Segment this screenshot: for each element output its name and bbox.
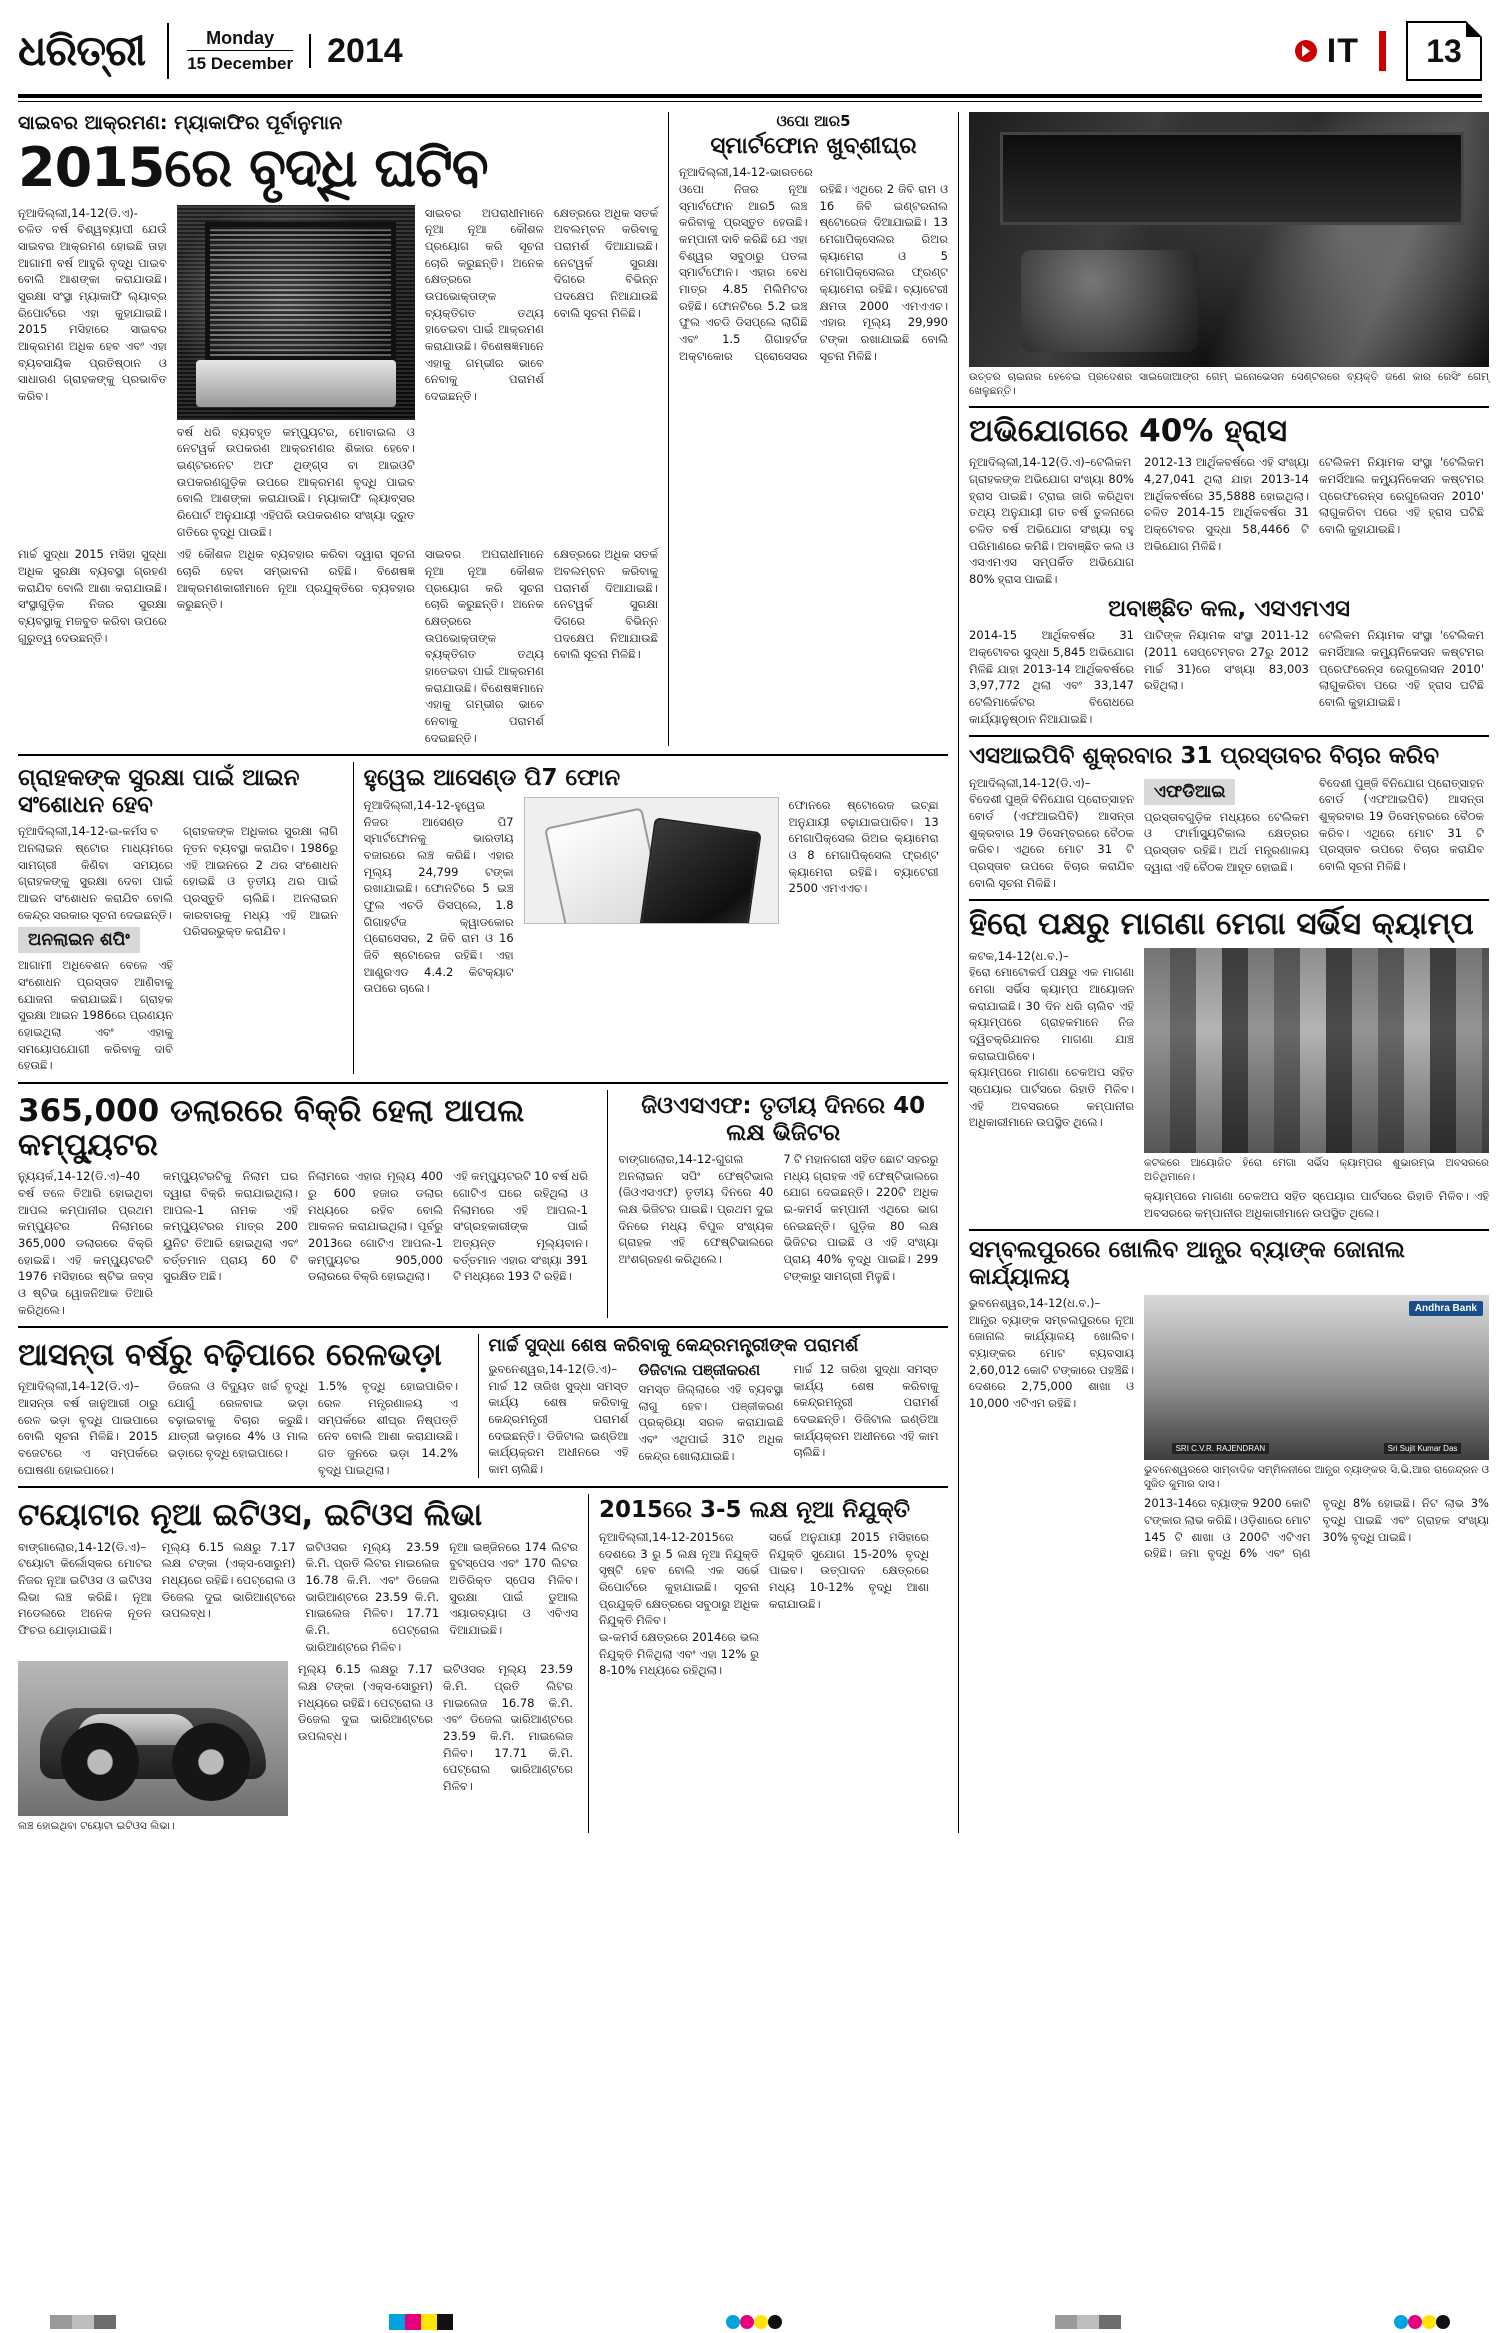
laptop-sale-headline: 365,000 ଡଲାରରେ ବିକ୍ରି ହେଲା ଆପଲ କମ୍ପ୍ୟୁଟର [18, 1093, 525, 1164]
consumer-law-col1b: ଆଗାମୀ ଅଧିବେଶନ ବେଳେ ଏହି ସଂଶୋଧନ ପ୍ରସ୍ତାବ ଆଣିବାକୁ ଯୋଜନା କରାଯାଇଛି। ଗ୍ରାହକ ସୁରକ୍ଷା ଆଇନ 1986ରେ ପ୍ରଣୟନ ହୋଇଥିଲା ଏବଂ ଏହାକୁ ସମୟୋପଯୋଗୀ କରିବାକୁ ଦାବି ହେଉଛି। [18, 958, 173, 1073]
cmyk-bars-center-left [389, 2314, 453, 2330]
complaints-col2: 2012-13 ଆର୍ଥିକବର୍ଷରେ ଏହି ସଂଖ୍ୟା 4,27,041 ଥିଲା ଯାହା 2013-14 ଆର୍ଥିକବର୍ଷରେ 35,5888 ହୋଇଥିଲା। ଚଳିତ 2014-15 ଆର୍ଥିକବର୍ଷର 31 ଅକ୍ଟୋବର ସୁଦ୍ଧା 58,4466 ଟି ଅଭିଯୋଗ ମିଳିଛି। [1144, 455, 1309, 553]
railway-col2: ଡିଜେଲ ଓ ବିଦ୍ୟୁତ ଖର୍ଚ୍ଚ ବୃଦ୍ଧି ଯୋଗୁଁ ରେଳବାଇ ଭଡ଼ା ବଢ଼ାଇବାକୁ ବିଚାର କରୁଛି। ଯାତ୍ରୀ ଭଡ଼ାରେ 4% ଓ ମାଲ ଭଡ଼ାରେ ବୃଦ୍ଧି ହୋଇପାରେ। [168, 1379, 308, 1461]
toyota-col3: ଇଟିଓସର ମୂଲ୍ୟ 23.59 କି.ମି. ପ୍ରତି ଲିଟର ମାଇଲେଜ 16.78 କି.ମି. ଏବଂ ଡିଜେଲ ଭାରିଆଣ୍ଟରେ 23.59 କି.ମି. ମାଇଲେଜ ମିଳିବ। 17.71 କି.ମି. ପେଟ୍ରୋଲ ଭାରିଆଣ୍ଟରେ ମିଳିବ। [305, 1539, 440, 1654]
hero-caption: କଟକରେ ଆୟୋଜିତ ହିରୋ ମେଗା ସର୍ଭିସ କ୍ୟାମ୍ପର ଶୁଭାରମ୍ଭ ଅବସରରେ ଅତିଥିମାନେ। [1144, 1156, 1489, 1183]
nameplate-left: SRI C.V.R. RAJENDRAN [1172, 1443, 1270, 1454]
masthead-rule-thin [18, 101, 1482, 102]
lead-col4a: ମାର୍ଚ୍ଚ ସୁଦ୍ଧା 2015 ମସିହା ସୁଦ୍ଧା ଅଧିକ ସୁରକ୍ଷା ବ୍ୟବସ୍ଥା ଗ୍ରହଣ କରାଯିବ ବୋଲି ଆଶା କରାଯାଉଛି। ସଂସ୍ଥାଗୁଡ଼ିକ ନିଜର ସୁରକ୍ଷା ବ୍ୟବସ୍ଥାକୁ ମଜବୁତ କରିବା ଉପରେ ଗୁରୁତ୍ୱ ଦେଉଛନ୍ତି। [18, 547, 167, 645]
andhra-dateline: ଭୁବନେଶ୍ୱର,14-12(ଧ.ବ.)– [969, 1296, 1101, 1311]
consumer-law-col1: ଅନଲାଇନ ଷ୍ଟୋର ମାଧ୍ୟମରେ ସାମଗ୍ରୀ କିଣିବା ସମୟରେ ଗ୍ରାହକଙ୍କୁ ସୁରକ୍ଷା ଦେବା ପାଇଁ ଆଇନ ସଂଶୋଧନ କରାଯିବ ବୋଲି କେନ୍ଦ୍ର ସରକାର ସୂଚନା ଦେଇଛନ୍ତି। [18, 841, 173, 922]
consumer-law-col2: ଗ୍ରାହକଙ୍କ ଅଧିକାର ସୁରକ୍ଷା ଲାଗି ନୂତନ ବ୍ୟବସ୍ଥା କରାଯିବ। 1986ରୁ ଏହି ଆଇନରେ 2 ଥର ସଂଶୋଧନ ହୋଇଛି ଓ ତୃତୀୟ ଥର ପାଇଁ ପ୍ରସ୍ତୁତି ଚାଲିଛି। ଅନଲାଇନ କାରବାରକୁ ମଧ୍ୟ ଏହି ଆଇନ ପରିସରଭୁକ୍ତ କରାଯିବ। [183, 824, 338, 939]
complaints-dateline: ନୂଆଦିଲ୍ଲୀ,14-12(ଡି.ଏ)–ଟେଲିକମ [969, 455, 1132, 470]
hero-photo [1144, 948, 1489, 1153]
complaints-subhead: ଅବାଞ୍ଛିତ କଲ, ଏସଏମଏସ [1108, 595, 1350, 622]
digital-story [489, 1334, 949, 1478]
gray-bars-left [50, 2315, 116, 2329]
lead-bottom-rule [18, 754, 948, 756]
hero-headline: ହିରୋ ପକ୍ଷରୁ ମାଗଣା ମେଗା ସର୍ଭିସ କ୍ୟାମ୍ପ [969, 906, 1474, 943]
right-rule-1 [969, 406, 1489, 408]
huawei-body: ନିଜର ଆସେଣ୍ଡ ପି7 ସ୍ମାର୍ଟଫୋନକୁ ଭାରତୀୟ ବଜାରରେ ଲଞ୍ଚ କରିଛି। ଏହାର ମୂଲ୍ୟ 24,799 ଟଙ୍କା ରଖାଯାଇଛି। ଫୋନଟିରେ 5 ଇଞ୍ଚ ଫୁଲ ଏଚଡି ଡିସପ୍ଲେ, 1.8 ଗିଗାହର୍ଟଜ କ୍ୱାଡକୋର ପ୍ରୋସେସର, 2 ଜିବି ରାମ ଓ 16 ଜିବି ଷ୍ଟୋରେଜ ରହିଛି। ଏହା ଆଣ୍ଡ୍ରଏଡ 4.4.2 କିଟକ୍ୟାଟ ଉପରେ ଚାଲେ। [363, 814, 514, 996]
lead-section [18, 112, 948, 746]
digital-dateline: ଭୁବନେଶ୍ୱର,14-12(ଡି.ଏ)– [488, 1361, 618, 1376]
play-icon [1295, 40, 1317, 62]
railway-col3: 1.5% ବୃଦ୍ଧି ହୋଇପାରିବ। ରେଳ ମନ୍ତ୍ରଣାଳୟ ଏ ସମ୍ପର୍କରେ ଶୀଘ୍ର ନିଷ୍ପତ୍ତି ନେବ ବୋଲି ଆଶା କରାଯାଉଛି। ଗତ ଜୁନରେ ଭଡ଼ା 14.2% ବୃଦ୍ଧି ପାଇଥିଲା। [318, 1379, 458, 1477]
section-logo [1295, 32, 1359, 71]
lead-story [18, 112, 658, 746]
nameplate-right: Sri Sujit Kumar Das [1384, 1443, 1462, 1454]
huawei-dateline: ନୂଆଦିଲ୍ଲୀ,14-12-ହୁୱେଇ [363, 797, 486, 812]
toyota-col2: ମୂଲ୍ୟ 6.15 ଲକ୍ଷରୁ 7.17 ଲକ୍ଷ ଟଙ୍କା (ଏକ୍ସ-ସୋରୁମ) ମଧ୍ୟରେ ରହିଛି। ପେଟ୍ରୋଲ ଓ ଡିଜେଲ ଦୁଇ ଭାରିଆଣ୍ଟରେ ଉପଲବ୍ଧ। [161, 1539, 296, 1621]
consumer-law-shade-label: ଅନଲାଇନ ଶପିଂ [18, 927, 140, 953]
digital-col2: ସମସ୍ତ ଜିଲ୍ଲାରେ ଏହି ବ୍ୟବସ୍ଥା ଲାଗୁ ହେବ। ପଞ୍ଜୀକରଣ ପ୍ରକ୍ରିୟା ସରଳ କରାଯାଇଛି ଏବଂ ଏଥିପାଇଁ 31ଟି ଅଧିକ କେନ୍ଦ୍ର ଖୋଲାଯାଇଛି। [638, 1381, 784, 1463]
huawei-col3: ଫୋନରେ ଷ୍ଟୋରେଜ ଇଚ୍ଛା ଅନୁଯାୟୀ ବଢ଼ାଯାଇପାରିବ। 13 ମେଗାପିକ୍ସେଲ ରିଅର କ୍ୟାମେରା ଓ 8 ମେଗାପିକ୍ସେଲ ଫ୍ରଣ୍ଟ କ୍ୟାମେରା ରହିଛି। ବ୍ୟାଟେରୀ 2500 ଏମଏଏଚ। [788, 797, 939, 896]
railway-story [18, 1334, 468, 1478]
lead-col3-cont: ସାଇବର ଅପରାଧୀମାନେ ନୂଆ ନୂଆ କୌଶଳ ପ୍ରୟୋଗ କରି ସୂଚନା ଚୋରି କରୁଛନ୍ତି। ଅନେକ କ୍ଷେତ୍ରରେ ଉପଭୋକ୍ତାଙ୍କ ବ୍ୟକ୍ତିଗତ ତଥ୍ୟ ହାତେଇବା ପାଇଁ ଆକ୍ରମଣ କରାଯାଉଛି। ବିଶେଷଜ୍ଞମାନେ ଏହାକୁ ଗମ୍ଭୀର ଭାବେ ନେବାକୁ ପରାମର୍ଶ ଦେଇଛନ୍ତି। [424, 547, 544, 745]
registration-dots-center [726, 2315, 782, 2329]
digital-subhead: ଡିଜିଟାଲ ପଞ୍ଜୀକରଣ [638, 1360, 761, 1379]
jobs-col1: ଦେଶରେ 3 ରୁ 5 ଲକ୍ଷ ନୂଆ ନିଯୁକ୍ତି ସୃଷ୍ଟି ହେବ ବୋଲି ଏକ ସର୍ଭେ ରିପୋର୍ଟରେ କୁହାଯାଇଛି। ସୂଚନା ପ୍ରଯୁକ୍ତି କ୍ଷେତ୍ରରେ ସବୁଠାରୁ ଅଧିକ ନିଯୁକ୍ତି ମିଳିବ। [599, 1546, 759, 1628]
gamer-caption: ଉତ୍ତର ଚାଇନାର ହେବେଇ ପ୍ରଦେଶର ସାଇଜୋଆଙ୍ଗ ଗେମ୍ ଇନୋଭେସନ ସେଣ୍ଟରରେ ବ୍ୟକ୍ତି ଜଣେ କାର ରେସିଂ ଗେମ୍ ଖେଳୁଛନ୍ତି। [969, 371, 1489, 398]
lead-col5: କ୍ଷେତ୍ରରେ ଅଧିକ ସତର୍କ ଅବଲମ୍ବନ କରିବାକୁ ପରାମର୍ଶ ଦିଆଯାଇଛି। ନେଟୱର୍କ ସୁରକ୍ଷା ଦିଗରେ ବିଭିନ୍ନ ପଦକ୍ଷେପ ନିଆଯାଉଛି ବୋଲି ସୂଚନା ମିଳିଛି। [553, 205, 658, 320]
toyota-col3-cont: ଇଟିଓସର ମୂଲ୍ୟ 23.59 କି.ମି. ପ୍ରତି ଲିଟର ମାଇଲେଜ 16.78 କି.ମି. ଏବଂ ଡିଜେଲ ଭାରିଆଣ୍ଟରେ 23.59 କି.ମି. ମାଇଲେଜ ମିଳିବ। 17.71 କି.ମି. ପେଟ୍ରୋଲ ଭାରିଆଣ୍ଟରେ ମିଳିବ। [443, 1662, 573, 1793]
complaints-headline: ଅଭିଯୋଗରେ 40% ହ୍ରାସ [969, 413, 1288, 450]
smartphone-story [679, 112, 948, 746]
masthead [18, 14, 1482, 88]
lead-col4b: ଏହି କୌଶଳ ଅଧିକ ବ୍ୟବହାର କରିବା ଦ୍ୱାରା ସୂଚନା ଚୋରି ହେବା ସମ୍ଭାବନା ରହିଛି। ବିଶେଷଜ୍ଞ ଆକ୍ରମଣକାରୀମାନେ ନୂଆ ପ୍ରଯୁକ୍ତିରେ ବ୍ୟବହାର କରୁଛନ୍ତି। [176, 547, 415, 612]
complaints-sub-col3: ଟେଲିକମ ନିୟାମକ ସଂସ୍ଥା 'ଟେଲିକମ କମର୍ସିଆଲ କମ୍ୟୁନିକେସନ କଷ୍ଟମର ପ୍ରେଫରେନ୍ସ ରେଗୁଲେସନ 2010' ଲାଗୁକରିବା ପରେ ଏହି ହ୍ରାସ ଘଟିଛି ବୋଲି କୁହାଯାଇଛି। [1319, 628, 1484, 709]
bank-logo-label: Andhra Bank [1409, 1301, 1483, 1316]
row3-rule [18, 1326, 948, 1328]
digital-col1-cont: ମାର୍ଚ୍ଚ 12 ତାରିଖ ସୁଦ୍ଧା ସମସ୍ତ କାର୍ଯ୍ୟ ଶେଷ କରିବାକୁ କେନ୍ଦ୍ରମନ୍ତ୍ରୀ ପରାମର୍ଶ ଦେଇଛନ୍ତି। ଡିଜିଟାଲ ଇଣ୍ଡିଆ କାର୍ଯ୍ୟକ୍ରମ ଅଧୀନରେ ଏହି କାମ ଚାଲିଛି। [793, 1361, 939, 1460]
laptop-sale-story [18, 1090, 597, 1318]
andhra-col1: ଆନ୍ଧ୍ର ବ୍ୟାଙ୍କ ସମ୍ବଲପୁରରେ ନୂଆ ଜୋନାଲ କାର୍ଯ୍ୟାଳୟ ଖୋଲିବ। ବ୍ୟାଙ୍କର ମୋଟ ବ୍ୟବସାୟ 2,60,012 କୋଟି ଟଙ୍କାରେ ପହଞ୍ଚିଛି। ଦେଶରେ 2,75,000 ଶାଖା ଓ 10,000 ଏଟିଏମ ରହିଛି। [969, 1312, 1134, 1411]
gray-bars-center-right [1055, 2315, 1121, 2329]
accent-bar [1379, 31, 1386, 71]
jobs-col3: ଇ-କମର୍ସ କ୍ଷେତ୍ରରେ 2014ରେ ଭଲ ନିଯୁକ୍ତି ମିଳିଥିଲା ଏବଂ ଏହା 12% ରୁ 8-10% ମଧ୍ୟରେ ରହିଥିଲା। [599, 1629, 759, 1678]
toyota-dateline: ବାଙ୍ଗାଲୋର,14-12(ଡି.ଏ)– [18, 1539, 147, 1554]
toyota-story [18, 1494, 578, 1833]
right-rule-3 [969, 899, 1489, 901]
lead-col5-cont: କ୍ଷେତ୍ରରେ ଅଧିକ ସତର୍କ ଅବଲମ୍ବନ କରିବାକୁ ପରାମର୍ଶ ଦିଆଯାଇଛି। ନେଟୱର୍କ ସୁରକ୍ଷା ଦିଗରେ ବିଭିନ୍ନ ପଦକ୍ଷେପ ନିଆଯାଉଛି ବୋଲି ସୂଚନା ମିଳିଛି। [553, 547, 658, 662]
jobs-col2: ସର୍ଭେ ଅନୁଯାୟୀ 2015 ମସିହାରେ ନିଯୁକ୍ତି ସୁଯୋଗ 15-20% ବୃଦ୍ଧି ପାଇବ। ଉତ୍ପାଦନ କ୍ଷେତ୍ରରେ ମଧ୍ୟ 10-12% ବୃଦ୍ଧି ଆଶା କରାଯାଉଛି। [769, 1529, 929, 1611]
day-label: Monday [206, 27, 275, 48]
right-rule-4 [969, 1229, 1489, 1231]
complaints-col3: ଟେଲିକମ ନିୟାମକ ସଂସ୍ଥା 'ଟେଲିକମ କମର୍ସିଆଲ କମ୍ୟୁନିକେସନ କଷ୍ଟମର ପ୍ରେଫରେନ୍ସ ରେଗୁଲେସନ 2010' ଲାଗୁକରିବା ପରେ ଏହି ହ୍ରାସ ଘଟିଛି ବୋଲି କୁହାଯାଇଛି। [1319, 455, 1484, 537]
masthead-right [1295, 21, 1482, 81]
lead-photo-hacker [177, 205, 415, 420]
date-block [187, 26, 309, 76]
andhra-photo [1144, 1295, 1489, 1460]
main-column [18, 112, 948, 1833]
digital-col1: ମାର୍ଚ୍ଚ 12 ତାରିଖ ସୁଦ୍ଧା ସମସ୍ତ କାର୍ଯ୍ୟ ଶେଷ କରିବାକୁ କେନ୍ଦ୍ରମନ୍ତ୍ରୀ ପରାମର୍ଶ ଦେଇଛନ୍ତି। ଡିଜିଟାଲ ଇଣ୍ଡିଆ କାର୍ଯ୍ୟକ୍ରମ ଅଧୀନରେ ଏହି କାମ ଚାଲିଛି। [488, 1378, 629, 1477]
hero-col2-cont: କ୍ୟାମ୍ପରେ ମାଗଣା ଚେକଅପ ସହିତ ସ୍ପେୟାର ପାର୍ଟସରେ ରିହାତି ମିଳିବ। ଏହି ଅବସରରେ କମ୍ପାନୀର ଅଧିକାରୀମାନେ ଉପସ୍ଥିତ ଥିଲେ। [1144, 1188, 1489, 1220]
toyota-headline: ଟୟୋଟାର ନୂଆ ଇଟିଓସ, ଇଟିଓସ ଲିଭା [18, 1497, 483, 1534]
section-logo-label: IT [1326, 31, 1359, 70]
gsf-story [618, 1090, 948, 1318]
lead-dateline: ନୂଆଦିଲ୍ଲୀ,14-12(ଡି.ଏ)- [18, 205, 138, 220]
row-toyota-jobs [18, 1494, 948, 1833]
sebi-col1: ବିଦେଶୀ ପୁଞ୍ଜି ବିନିଯୋଗ ପ୍ରୋତ୍ସାହନ ବୋର୍ଡ (ଏଫଆଇପିବି) ଆସନ୍ତା ଶୁକ୍ରବାର 19 ଡିସେମ୍ବରରେ ବୈଠକ କରିବ। ଏଥିରେ ମୋଟ 31 ଟି ପ୍ରସ୍ତାବ ଉପରେ ବିଚାର କରାଯିବ ବୋଲି ସୂଚନା ମିଳିଛି। [969, 792, 1134, 890]
laptop-sale-col4: ଏହି କମ୍ପ୍ୟୁଟରଟି 10 ବର୍ଷ ଧରି ଗୋଟିଏ ଘରେ ରହିଥିଲା ଓ ନିଲାମରେ ଏହି ଆପଲ-1 ସଂଗ୍ରହକାରୀଙ୍କ ପାଇଁ ଅତ୍ୟନ୍ତ ମୂଲ୍ୟବାନ। ବର୍ତ୍ତମାନ ଏହାର ସଂଖ୍ୟା 391 ଟି ମଧ୍ୟରେ 193 ଟି ରହିଛି। [453, 1169, 588, 1284]
registration-color-bars [0, 2311, 1500, 2333]
sebi-dateline: ନୂଆଦିଲ୍ଲୀ,14-12(ଡି.ଏ)– [969, 775, 1091, 790]
right-rule-2 [969, 735, 1489, 737]
sebi-col1-cont: ବିଦେଶୀ ପୁଞ୍ଜି ବିନିଯୋଗ ପ୍ରୋତ୍ସାହନ ବୋର୍ଡ (ଏଫଆଇପିବି) ଆସନ୍ତା ଶୁକ୍ରବାର 19 ଡିସେମ୍ବରରେ ବୈଠକ କରିବ। ଏଥିରେ ମୋଟ 31 ଟି ପ୍ରସ୍ତାବ ଉପରେ ବିଚାର କରାଯିବ ବୋଲି ସୂଚନା ମିଳିଛି। [1319, 775, 1484, 874]
row4-rule [18, 1486, 948, 1488]
toyota-caption: ଲଞ୍ଚ ହୋଇଥିବା ଟୟୋଟା ଇଟିଓସ ଲିଭା। [18, 1820, 175, 1833]
jobs-story [599, 1494, 948, 1833]
gsf-col2: 7 ଟି ମହାନଗରୀ ସହିତ ଛୋଟ ସହରରୁ ମଧ୍ୟ ଗ୍ରାହକ ଏହି ଫେଷ୍ଟିଭାଲରେ ଯୋଗ ଦେଇଛନ୍ତି। 220ଟି ଅଧିକ ଇ-କମର୍ସ କମ୍ପାନୀ ଏଥିରେ ଭାଗ ନେଇଛନ୍ତି। ଗୁଡ଼ିକ 80 ଲକ୍ଷ ଭିଜିଟର ପାଇଛି ଓ ଏହି ସଂଖ୍ୟା ପ୍ରାୟ 40% ବୃଦ୍ଧି ପାଇଛି। 299 ଟଙ୍କାରୁ ସାମଗ୍ରୀ ମିଳୁଛି। [783, 1151, 939, 1283]
consumer-law-dateline: ନୂଆଦିଲ୍ଲୀ,14-12-ଇ-କର୍ମସ ବ [18, 824, 159, 839]
railway-dateline: ନୂଆଦିଲ୍ଲୀ,14-12(ଡି.ଏ)– [18, 1379, 140, 1394]
toyota-col3b: ନୂଆ ଇଞ୍ଜିନରେ 174 ଲିଟର ବୁଟସ୍ପେସ ଏବଂ 170 ଲିଟର ଅତିରିକ୍ତ ସ୍ପେସ ମିଳିବ। ସୁରକ୍ଷା ପାଇଁ ଡୁଆଲ ଏୟାରବ୍ୟାଗ ଓ ଏବିଏସ ଦିଆଯାଇଛି। [449, 1539, 578, 1637]
masthead-divider [167, 23, 169, 79]
masthead-rule-thick [18, 94, 1482, 98]
toyota-photo [18, 1661, 288, 1816]
lead-col1: ଚଳିତ ବର୍ଷ ବିଶ୍ୱବ୍ୟାପୀ ଯେଉଁ ସାଇବର ଆକ୍ରମଣ ହୋଇଛି ତାହା ଆଗାମୀ ବର୍ଷ ଆହୁରି ବୃଦ୍ଧି ପାଇବ ବୋଲି ଆଶଙ୍କା କରାଯାଉଛି। ସୁରକ୍ଷା ସଂସ୍ଥା ମ୍ୟାକାଫି ଲ୍ୟାବ୍‌ର ରିପୋର୍ଟରେ ଏହା କୁହାଯାଇଛି। 2015 ମସିହାରେ ସାଇବର ଆକ୍ରମଣ ଅଧିକ ହେବ ଏବଂ ଏହା ବ୍ୟବସାୟିକ ପ୍ରତିଷ୍ଠାନ ଓ ସାଧାରଣ ଗ୍ରାହକଙ୍କୁ ପ୍ରଭାବିତ କରିବ। [18, 222, 167, 404]
sebi-headline: ଏସଆଇପିବି ଶୁକ୍ରବାର 31 ପ୍ରସ୍ତାବର ବିଚାର କରିବ [969, 743, 1440, 770]
hero-col1: ହିରୋ ମୋଟୋକର୍ପ ପକ୍ଷରୁ ଏକ ମାଗଣା ମେଗା ସର୍ଭିସ କ୍ୟାମ୍ପ ଆୟୋଜନ କରାଯାଇଛି। 30 ଦିନ ଧରି ଚାଲିବ ଏହି କ୍ୟାମ୍ପରେ ଗ୍ରାହକମାନେ ନିଜ ଦ୍ୱିଚକ୍ରିଯାନର ମାଗଣା ଯାଞ୍ଚ କରାଇପାରିବେ। [969, 965, 1134, 1063]
huawei-headline: ହୁୱେଇ ଆସେଣ୍ଡ ପି7 ଫୋନ [363, 765, 621, 792]
registration-dots-right [1394, 2315, 1450, 2329]
row-consumer-huawei [18, 762, 948, 1074]
page-content [18, 112, 1489, 1833]
sebi-col2: ପ୍ରସ୍ତାବଗୁଡ଼ିକ ମଧ୍ୟରେ ଟେଲିକମ ଓ ଫାର୍ମାସ୍ୟୁଟିକାଲ କ୍ଷେତ୍ରର ପ୍ରସ୍ତାବ ରହିଛି। ଅର୍ଥ ମନ୍ତ୍ରଣାଳୟ ଦ୍ୱାରା ଏହି ବୈଠକ ଆହୂତ ହୋଇଛି। [1144, 809, 1309, 874]
andhra-headline: ସମ୍ବଲପୁରରେ ଖୋଲିବ ଆନ୍ଧ୍ର ବ୍ୟାଙ୍କ ଜୋନାଲ କାର୍ଯ୍ୟାଳୟ [969, 1237, 1405, 1290]
consumer-law-headline: ଗ୍ରାହକଙ୍କ ସୁରକ୍ଷା ପାଇଁ ଆଇନ ସଂଶୋଧନ ହେବ [18, 765, 300, 818]
sebi-shade-label: ଏଫଡିଆଇ [1144, 779, 1235, 805]
gsf-col1: ଅନଲାଇନ ସପିଂ ଫେଷ୍ଟିଭାଲ (ଜିଓଏସଏଫ) ତୃତୀୟ ଦିନରେ 40 ଲକ୍ଷ ଭିଜିଟର ପାଇଛି। ପ୍ରଥମ ଦୁଇ ଦିନରେ ମଧ୍ୟ ବିପୁଳ ସଂଖ୍ୟକ ଗ୍ରାହକ ଏହି ଫେଷ୍ଟିଭାଲରେ ଅଂଶଗ୍ରହଣ କରିଥିଲେ। [618, 1168, 774, 1266]
date-label: 15 December [187, 50, 293, 76]
complaints-col1: ଗ୍ରାହକଙ୍କ ଅଭିଯୋଗ ସଂଖ୍ୟା 80% ହ୍ରାସ ପାଇଛି। ଟ୍ରାଇ ଜାରି କରିଥିବା ତଥ୍ୟ ଅନୁଯାୟୀ ଗତ ବର୍ଷ ତୁଳନାରେ ଚଳିତ ବର୍ଷ ଅଭିଯୋଗ ସଂଖ୍ୟା ବହୁ ପରିମାଣରେ କମିଛି। ଅବାଞ୍ଛିତ କଲ ଓ ଏସଏମଏସ ସମ୍ପର୍କିତ ଅଭିଯୋଗ 80% ହ୍ରାସ ପାଇଛି। [969, 472, 1134, 587]
newspaper-logo: ଧରିତ୍ରୀ [18, 26, 146, 75]
laptop-sale-dateline: ନ୍ୟୁୟର୍କ,14-12(ଡି.ଏ)–40 [18, 1169, 141, 1184]
andhra-col2: 2013-14ରେ ବ୍ୟାଙ୍କ 9200 କୋଟି ଟଙ୍କାର ଲାଭ କରିଛି। ଓଡ଼ିଶାରେ ମୋଟ 145 ଟି ଶାଖା ଓ 200ଟି ଏଟିଏମ ରହିଛି। ଜମା ବୃଦ୍ଧି 6% ଏବଂ ଋଣ ବୃଦ୍ଧି 8% ହୋଇଛି। ନିଟ ଲାଭ 3% ବୃଦ୍ଧି ପାଇଛି ଏବଂ ଗ୍ରାହକ ସଂଖ୍ୟା 30% ବୃଦ୍ଧି ପାଇଛି। [1144, 1496, 1489, 1561]
jobs-headline: 2015ରେ 3-5 ଲକ୍ଷ ନୂଆ ନିଯୁକ୍ତି [599, 1497, 911, 1524]
right-column [969, 112, 1489, 1833]
complaints-sub-col2: ପାଟିଙ୍କ ନିୟାମକ ସଂସ୍ଥା 2011-12 (2011 ସେପ୍ଟେମ୍ବର 27ରୁ 2012 ମାର୍ଚ୍ଚ 31)ରେ ସଂଖ୍ୟା 83,003 ରହିଥିଲା। [1144, 628, 1309, 693]
gsf-headline: ଜିଓଏସଏଫ: ତୃତୀୟ ଦିନରେ 40 ଲକ୍ଷ ଭିଜିଟର [641, 1093, 926, 1146]
railway-headline: ଆସନ୍ତା ବର୍ଷରୁ ବଢ଼ିପାରେ ରେଳଭଡ଼ା [18, 1337, 442, 1374]
year-label: 2014 [309, 34, 403, 68]
row-railway-digital [18, 1334, 948, 1478]
gamer-photo [969, 112, 1489, 367]
huawei-photo [524, 797, 779, 924]
toyota-col2-cont: ମୂଲ୍ୟ 6.15 ଲକ୍ଷରୁ 7.17 ଲକ୍ଷ ଟଙ୍କା (ଏକ୍ସ-ସୋରୁମ) ମଧ୍ୟରେ ରହିଛି। ପେଟ୍ରୋଲ ଓ ଡିଜେଲ ଦୁଇ ଭାରିଆଣ୍ଟରେ ଉପଲବ୍ଧ। [298, 1662, 433, 1743]
lead-col2: ବର୍ଷ ଧରି ବ୍ୟବହୃତ କମ୍ପ୍ୟୁଟର, ମୋବାଇଲ ଓ ନେଟୱର୍କ ଉପକରଣ ଆକ୍ରମଣର ଶିକାର ହେବେ। ଇଣ୍ଟରନେଟ ଅଫ ଥିଙ୍ଗ୍‌ସ ବା ଆଇଓଟି ଉପକରଣଗୁଡ଼ିକ ଉପରେ ଆକ୍ରମଣ ବୃଦ୍ଧି ପାଇବ ବୋଲି ଆଶଙ୍କା କରାଯାଉଛି। ମ୍ୟାକାଫି ଲ୍ୟାବ୍‌ସର ରିପୋର୍ଟ ଅନୁଯାୟୀ ଏହିପରି ଉପକରଣର ସଂଖ୍ୟା ଦ୍ରୁତ ଗତିରେ ବୃଦ୍ଧି ପାଉଛି। [176, 424, 415, 539]
lead-kicker: ସାଇବର ଆକ୍ରମଣ: ମ୍ୟାକାଫିର ପୂର୍ବାନୁମାନ [18, 112, 343, 134]
smartphone-dateline: ନୂଆଦିଲ୍ଲୀ,14-12-ଭାରତରେ [679, 165, 813, 180]
row2-rule [18, 1082, 948, 1084]
hero-dateline: କଟକ,14-12(ଧ.ବ.)– [969, 948, 1069, 963]
hero-col2: କ୍ୟାମ୍ପରେ ମାଗଣା ଚେକଅପ ସହିତ ସ୍ପେୟାର ପାର୍ଟସରେ ରିହାତି ମିଳିବ। ଏହି ଅବସରରେ କମ୍ପାନୀର ଅଧିକାରୀମାନେ ଉପସ୍ଥିତ ଥିଲେ। [969, 1065, 1134, 1130]
andhra-caption: ଭୁବନେଶ୍ୱରରେ ସାମ୍ବାଦିକ ସମ୍ମିଳନୀରେ ଆନ୍ଧ୍ର ବ୍ୟାଙ୍କର ସି.ଭି.ଆର ରାଜେନ୍ଦ୍ରନ ଓ ସୁଜିତ କୁମାର ଦାସ। [1144, 1464, 1489, 1491]
lead-col3: ସାଇବର ଅପରାଧୀମାନେ ନୂଆ ନୂଆ କୌଶଳ ପ୍ରୟୋଗ କରି ସୂଚନା ଚୋରି କରୁଛନ୍ତି। ଅନେକ କ୍ଷେତ୍ରରେ ଉପଭୋକ୍ତାଙ୍କ ବ୍ୟକ୍ତିଗତ ତଥ୍ୟ ହାତେଇବା ପାଇଁ ଆକ୍ରମଣ କରାଯାଉଛି। ବିଶେଷଜ୍ଞମାନେ ଏହାକୁ ଗମ୍ଭୀର ଭାବେ ନେବାକୁ ପରାମର୍ଶ ଦେଇଛନ୍ତି। [424, 205, 544, 404]
lead-headline: 2015ରେ ବୃଦ୍ଧି ଘଟିବ [18, 136, 488, 199]
laptop-sale-col3: ନିଲାମରେ ଏହାର ମୂଲ୍ୟ 400 ରୁ 600 ହଜାର ଡଲାର ମଧ୍ୟରେ ରହିବ ବୋଲି ଆକଳନ କରାଯାଇଥିଲା। ପୂର୍ବରୁ 2013ରେ ଗୋଟିଏ ଆପଲ-1 କମ୍ପ୍ୟୁଟର 905,000 ଡଲାରରେ ବିକ୍ରି ହୋଇଥିଲା। [308, 1169, 443, 1284]
gsf-dateline: ବାଙ୍ଗାଲୋର,14-12-ଗୁଗଲ [618, 1151, 744, 1166]
smartphone-kicker: ଓପୋ ଆର5 [776, 112, 851, 130]
railway-col1: ଆସନ୍ତା ବର୍ଷ ଜାନୁଆରୀ ଠାରୁ ରେଳ ଭଡ଼ା ବୃଦ୍ଧି ପାଇପାରେ ବୋଲି ସୂଚନା ମିଳିଛି। 2015 ବଜେଟରେ ଏ ସମ୍ପର୍କରେ ଘୋଷଣା ହୋଇପାରେ। [18, 1396, 158, 1477]
toyota-col1: ଟୟୋଟା କିର୍ଲୋସ୍କର ମୋଟର ନିଜର ନୂଆ ଇଟିଓସ ଓ ଇଟିଓସ ଲିଭା ଲଞ୍ଚ କରିଛି। ନୂଆ ମଡେଲରେ ଅନେକ ନୂତନ ଫିଚର ଯୋଡ଼ାଯାଇଛି। [18, 1556, 152, 1637]
huawei-story [364, 762, 948, 1074]
smartphone-headline: ସ୍ମାର୍ଟଫୋନ ଖୁବ୍‌ଶୀଘ୍ର [710, 133, 917, 159]
digital-headline: ମାର୍ଚ୍ଚ ସୁଦ୍ଧା ଶେଷ କରିବାକୁ କେନ୍ଦ୍ରମନ୍ତ୍ରୀଙ୍କ ପରାମର୍ଶ [488, 1335, 859, 1357]
consumer-law-story [18, 762, 343, 1074]
laptop-sale-col1: ବର୍ଷ ତଳେ ତିଆରି ହୋଇଥିବା ଆପଲ କମ୍ପାନୀର ପ୍ରଥମ କମ୍ପ୍ୟୁଟର ନିଲାମରେ 365,000 ଡଲାରରେ ବିକ୍ରି ହୋଇଛି। ଏହି କମ୍ପ୍ୟୁଟରଟି 1976 ମସିହାରେ ଷ୍ଟିଭ ଜବ୍ସ ଓ ଷ୍ଟିଭ ୱୋଜନିଆକ ତିଆରି କରିଥିଲେ। [18, 1185, 153, 1317]
complaints-sub-col1: 2014-15 ଆର୍ଥିକବର୍ଷର 31 ଅକ୍ଟୋବର ସୁଦ୍ଧା 5,845 ଅଭିଯୋଗ ମିଳିଛି ଯାହା 2013-14 ଆର୍ଥିକବର୍ଷରେ 3,97,772 ଥିଲା ଏବଂ 33,147 ଟେଲିମାର୍କେଟର ବିରୋଧରେ କାର୍ଯ୍ୟାନୁଷ୍ଠାନ ନିଆଯାଇଛି। [969, 628, 1134, 726]
page-number: 13 [1406, 21, 1482, 81]
smartphone-body: ଓପୋ ନିଜର ନୂଆ ସ୍ମାର୍ଟଫୋନ ଆର5 ଲଞ୍ଚ କରିବାକୁ ପ୍ରସ୍ତୁତ ହେଉଛି। କମ୍ପାନୀ ଦାବି କରିଛି ଯେ ଏହା ବିଶ୍ୱର ସବୁଠାରୁ ପତଳା ସ୍ମାର୍ଟଫୋନ। ଏହାର ବେଧ ମାତ୍ର 4.85 ମିଲିମିଟର ରହିଛି। ଫୋନଟିରେ 5.2 ଇଞ୍ଚ ଫୁଲ ଏଚଡି ଡିସପ୍ଲେ ଲାଗିଛି ଏବଂ 1.5 ଗିଗାହର୍ଟଜ ଅକ୍ଟାକୋର ପ୍ରୋସେସର ରହିଛି। ଏଥିରେ 2 ଜିବି ରାମ ଓ 16 ଜିବି ଇଣ୍ଟରନାଲ ଷ୍ଟୋରେଜ ଦିଆଯାଇଛି। 13 ମେଗାପିକ୍ସେଲର ରିଅର କ୍ୟାମେରା ଓ 5 ମେଗାପିକ୍ସେଲର ଫ୍ରଣ୍ଟ କ୍ୟାମେରା ରହିଛି। ବ୍ୟାଟେରୀ କ୍ଷମତା 2000 ଏମଏଏଚ। ଏହାର ମୂଲ୍ୟ 29,990 ଟଙ୍କା ରଖାଯାଇଛି ବୋଲି ସୂଚନା ମିଳିଛି। [679, 182, 948, 363]
laptop-sale-col2: କମ୍ପ୍ୟୁଟରଟିକୁ ନିଲାମ ଘର ଦ୍ୱାରା ବିକ୍ରି କରାଯାଇଥିଲା। ଆପଲ-1 ନାମକ ଏହି କମ୍ପ୍ୟୁଟରର ମାତ୍ର 200 ୟୁନିଟ ତିଆରି ହୋଇଥିଲା ଏବଂ ବର୍ତ୍ତମାନ ପ୍ରାୟ 60 ଟି ସୁରକ୍ଷିତ ଅଛି। [163, 1169, 298, 1284]
jobs-dateline: ନୂଆଦିଲ୍ଲୀ,14-12-2015ରେ [599, 1529, 734, 1544]
row-laptop-gsf [18, 1090, 948, 1318]
